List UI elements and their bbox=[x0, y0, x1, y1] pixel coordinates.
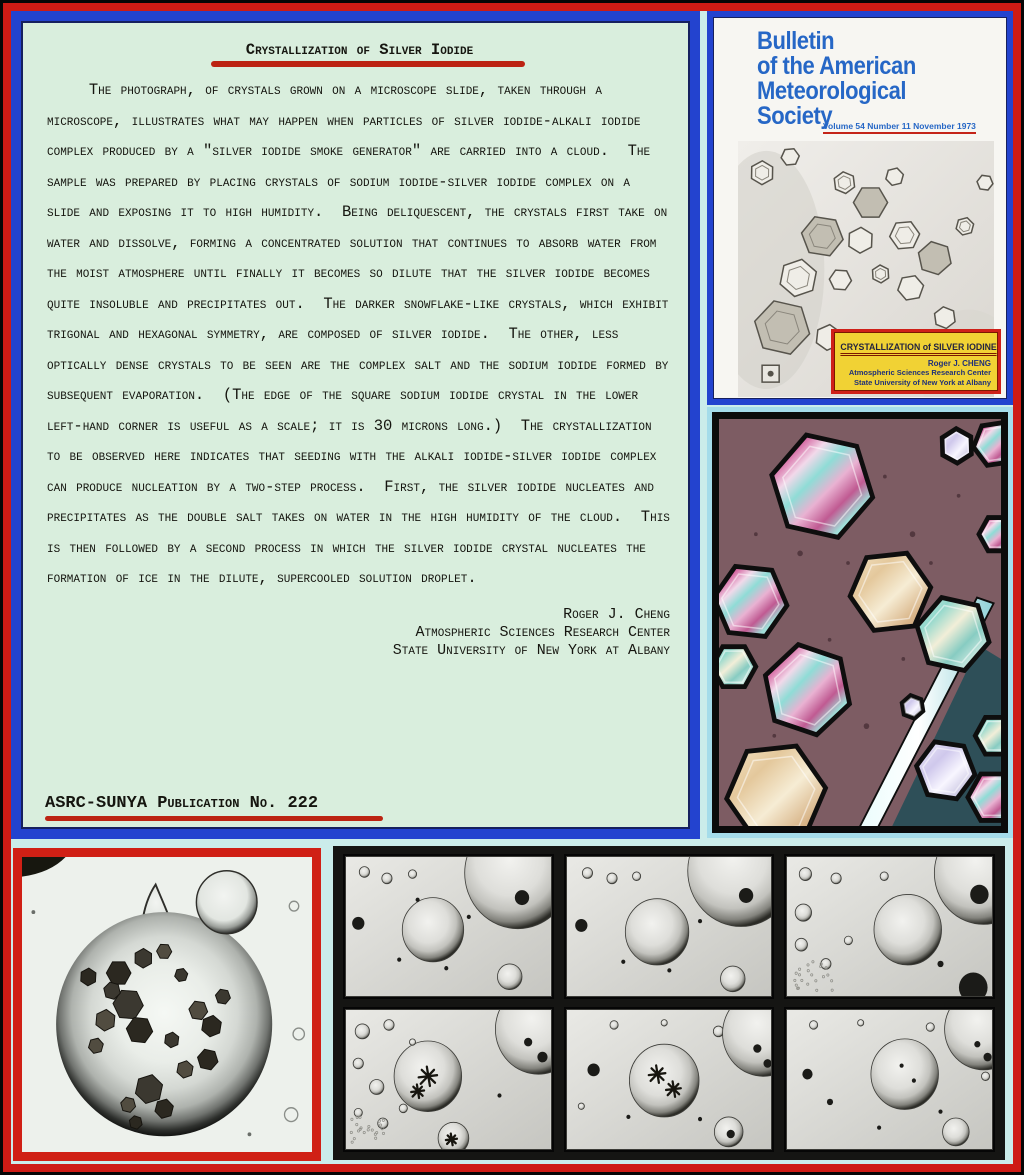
color-crystal-panel bbox=[707, 407, 1013, 838]
magazine-issue-line: Volume 54 Number 11 November 1973 bbox=[823, 121, 976, 134]
callout-author: Roger J. CHENG bbox=[927, 359, 991, 368]
sequence-photo-5 bbox=[567, 1010, 772, 1149]
signature-block bbox=[47, 606, 672, 660]
callout-authors bbox=[838, 359, 994, 387]
sequence-photo-1 bbox=[346, 857, 551, 996]
sequence-photo-2 bbox=[567, 857, 772, 996]
magazine-title-line: Bulletin bbox=[757, 27, 835, 55]
magazine-title bbox=[757, 29, 916, 129]
signature-center: Atmospheric Sciences Research Center bbox=[415, 623, 670, 641]
magazine-cover bbox=[707, 11, 1013, 405]
publication-footer bbox=[45, 794, 383, 821]
body-paragraph: The photograph, of crystals grown on a microscope slide, taken through a microscope, illustrates what may happen when particles of silver iodide-alkali iodide complex produced by a "silver iodide smoke generator" are carried into a cloud. The sample was prepared by placing crystals of sodium iodide-silver iodide complex on a slide and exposing it to high humidity. Being deliquescent, the crystals first take on water and dissolve, forming a concentrated solution that continues to absorb water from the moist atmosphere until finally it becomes so dilute that the silver iodide becomes quite insoluble and precipitates out. The darker snowflake-like crystals, which exhibit trigonal and hexagonal symmetry, are composed of silver iodide. The other, less optically dense crystals to be seen are the complex salt and the sodium iodide formed by subsequent evaporation. (The edge of the square sodium iodide crystal in the lower left-hand corner is useful as a scale; it is 30 microns long.) The crystallization to be observed here indicates that seeding with the alkali iodide-silver iodide complex can produce nucleation by a two-step process. First, the silver iodide nucleates and precipitates as the double salt takes on water in the high humidity of the cloud. This is then followed by a second process in which the silver iodide crystal nucleates the formation of ice in the dilute, supercooled solution droplet. bbox=[47, 81, 680, 587]
page-title: Crystallization of Silver Iodide bbox=[245, 41, 474, 59]
magazine-title-line: Society bbox=[757, 102, 833, 130]
photo-sequence-grid bbox=[333, 846, 1005, 1160]
title-red-underline bbox=[211, 61, 525, 67]
droplet-photo-panel bbox=[13, 848, 321, 1161]
callout-title: CRYSTALLIZATION of SILVER IODINE bbox=[840, 342, 996, 356]
signature-author: Roger J. Cheng bbox=[563, 605, 670, 623]
sequence-photo-6 bbox=[787, 1010, 992, 1149]
callout-center: Atmospheric Sciences Research Center bbox=[848, 368, 991, 377]
callout-university: State University of New York at Albany bbox=[854, 377, 991, 387]
publication-number: ASRC-SUNYA Publication No. 222 bbox=[45, 794, 319, 813]
typewritten-text-panel bbox=[11, 11, 700, 839]
color-crystal-micrograph bbox=[719, 419, 1001, 826]
magazine-title-line: Meteorological bbox=[757, 77, 907, 105]
magazine-title-line: of the American bbox=[757, 52, 916, 80]
sequence-photo-3 bbox=[787, 857, 992, 996]
footer-red-underline bbox=[45, 816, 383, 821]
sequence-photo-4 bbox=[346, 1010, 551, 1149]
cover-callout-box bbox=[831, 329, 1001, 394]
droplet-crystals-photo bbox=[22, 857, 312, 1152]
signature-university: State University of New York at Albany bbox=[392, 641, 670, 659]
